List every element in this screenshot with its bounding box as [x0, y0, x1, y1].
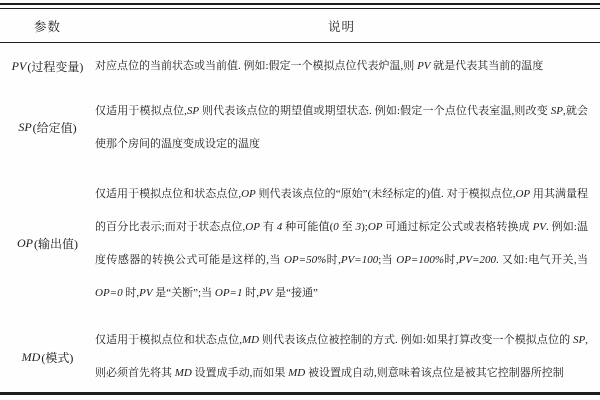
param-description-pv: 对应点位的当前状态或当前值. 例如:假定一个模拟点位代表炉温,则 PV 就是代表其当前的温度 — [95, 60, 544, 72]
param-abbr-op: OP — [17, 236, 33, 250]
param-cn-pv: (过程变量) — [27, 60, 84, 74]
param-cn-sp: (给定值) — [32, 121, 77, 135]
param-label-md — [0, 322, 95, 392]
table-row-op — [0, 165, 600, 322]
table-row-sp — [0, 90, 600, 165]
param-cn-op: (输出值) — [34, 237, 78, 251]
param-abbr-md: MD — [21, 349, 41, 364]
table-bottom-rule — [0, 392, 600, 395]
table-header-row — [0, 9, 600, 42]
param-abbr-pv: PV — [11, 59, 27, 73]
param-description-sp: 仅适用于模拟点位,SP 则代表该点位的期望值或期望状态. 例如:假定一个点位代表室温,则改变 SP,就会使那个房间的温度变成设定的温度 — [95, 104, 588, 150]
param-label-pv — [0, 43, 95, 90]
param-label-op — [0, 165, 95, 322]
param-description-op: 仅适用于模拟点位和状态点位,OP 则代表该点位的“原始”(未经标定的)值. 对于模拟点位,OP 用其满量程的百分比表示;而对于状态点位,OP 有 4 种可能值(0 至 3);OP 可通过标定公式或表格转换成 PV. 例如:温度传感器的转换公式可能是这样的,当 OP=50%时,PV=100;当 OP=100%时,PV=200. 又如:电气开关,当 OP=0 时,PV 是“关断”;当 OP=1 时,PV 是“接通” — [95, 187, 589, 299]
param-description-md: 仅适用于模拟点位和状态点位,MD 则代表该点位被控制的方式. 例如:如果打算改变一个模拟点位的 SP,则必须首先将其 MD 设置成手动,而如果 MD 被设置成自动,则意味着该点位是被其它控制器所控制 — [95, 334, 589, 379]
table-row-pv — [0, 43, 600, 90]
table-row-md — [0, 322, 600, 392]
param-label-sp — [0, 90, 95, 165]
header-col-parameter: 参数 — [33, 19, 61, 34]
param-cn-md: (模式) — [41, 350, 74, 365]
header-col-description: 说明 — [327, 19, 355, 34]
param-abbr-sp: SP — [18, 120, 32, 134]
parameter-table-page — [0, 3, 600, 400]
table-top-rule-thick — [0, 3, 600, 5]
